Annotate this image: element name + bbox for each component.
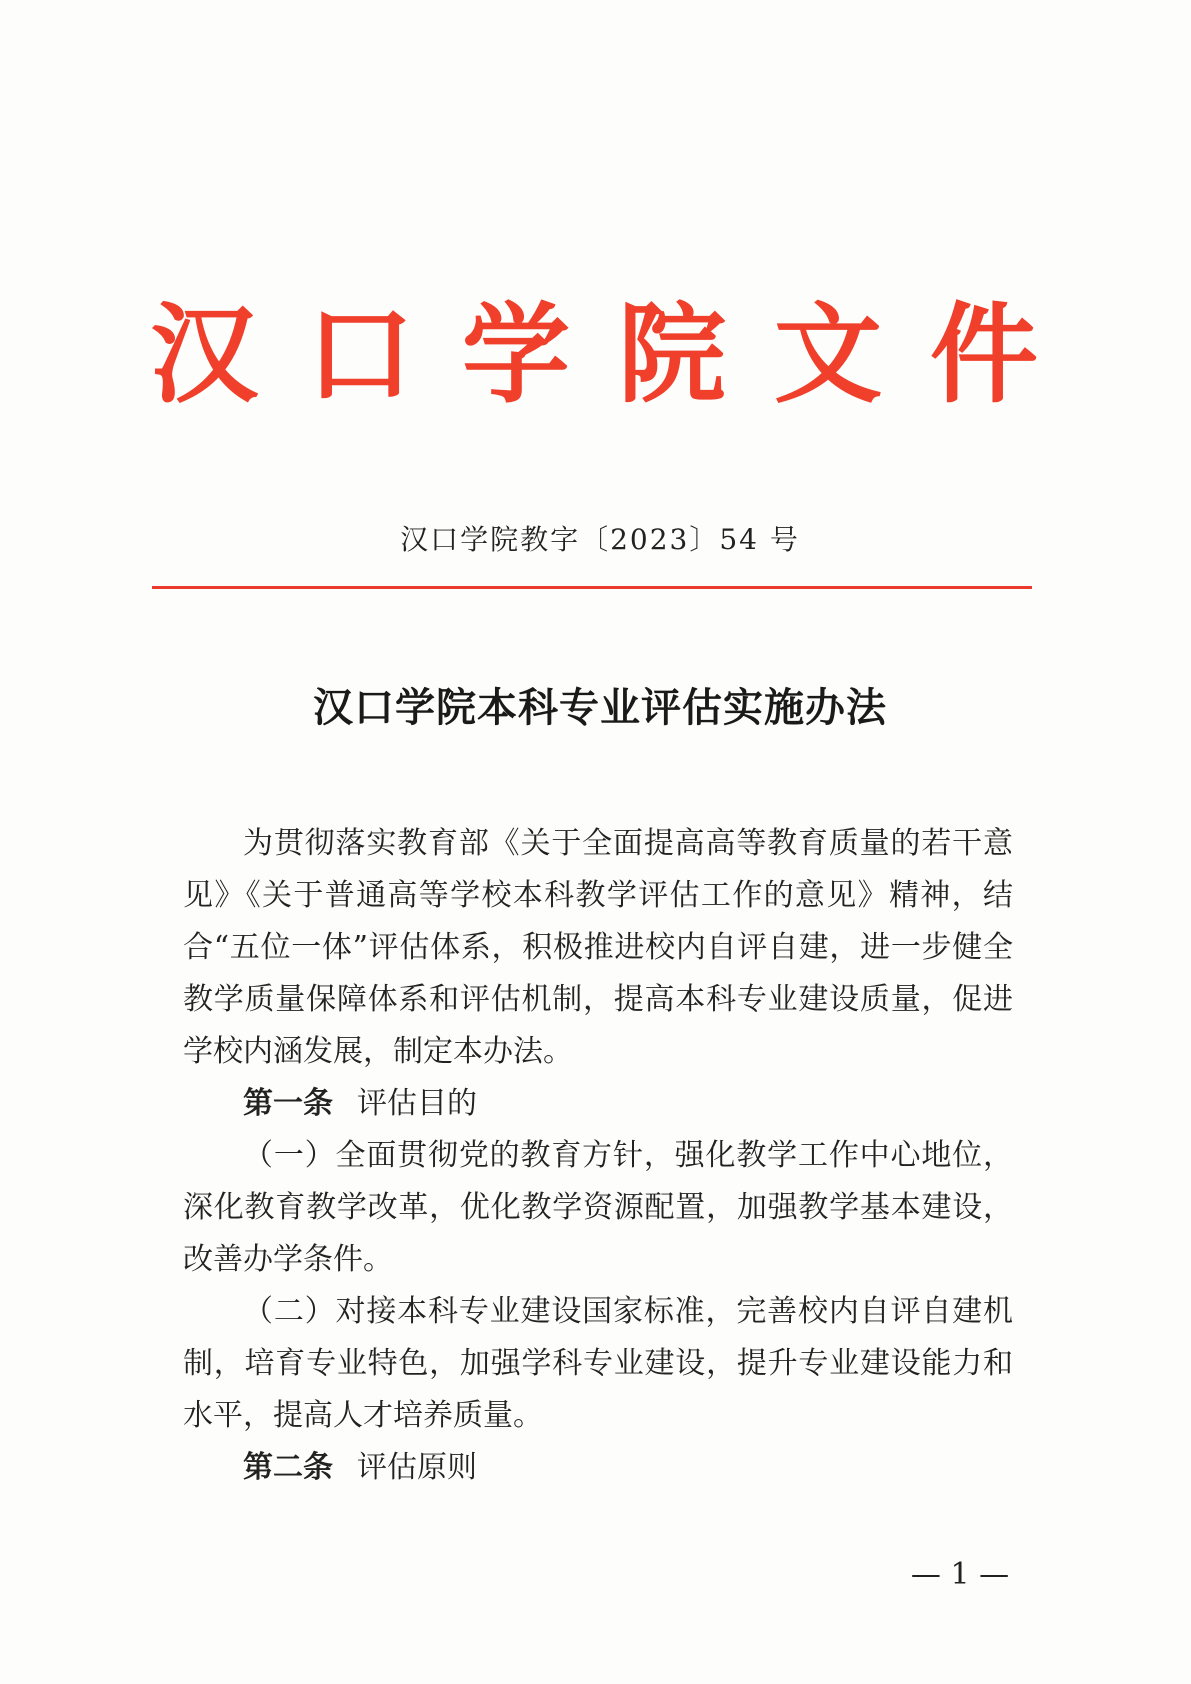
red-divider-line [152,586,1032,589]
article-2-number: 第二条 [243,1450,333,1485]
article-1-number: 第一条 [243,1086,333,1121]
page-number: — 1 — [910,1557,1010,1592]
document-body [183,818,1013,1494]
article-1-item-1: （一）全面贯彻党的教育方针，强化教学工作中心地位，深化教育教学改革，优化教学资源配置，加强教学基本建设，改善办学条件。 [183,1138,1013,1277]
document-title: 汉口学院本科专业评估实施办法 [313,685,887,731]
document-number: 汉口学院教字〔2023〕54 号 [400,523,800,556]
article-2-heading [183,1442,1013,1494]
article-1-item-2: （二）对接本科专业建设国家标准，完善校内自评自建机制，培育专业特色，加强学科专业建设，提升专业建设能力和水平，提高人才培养质量。 [183,1294,1013,1433]
article-2-title: 评估原则 [357,1450,477,1485]
intro-paragraph: 为贯彻落实教育部《关于全面提高高等教育质量的若干意见》《关于普通高等学校本科教学评估工作的意见》精神，结合“五位一体”评估体系，积极推进校内自评自建，进一步健全教学质量保障体系和评估机制，提高本科专业建设质量，促进学校内涵发展，制定本办法。 [183,826,1013,1069]
issuing-organization-header: 汉口学院文件 [150,292,1087,418]
article-1-heading [183,1078,1013,1130]
article-1-title: 评估目的 [357,1086,477,1121]
